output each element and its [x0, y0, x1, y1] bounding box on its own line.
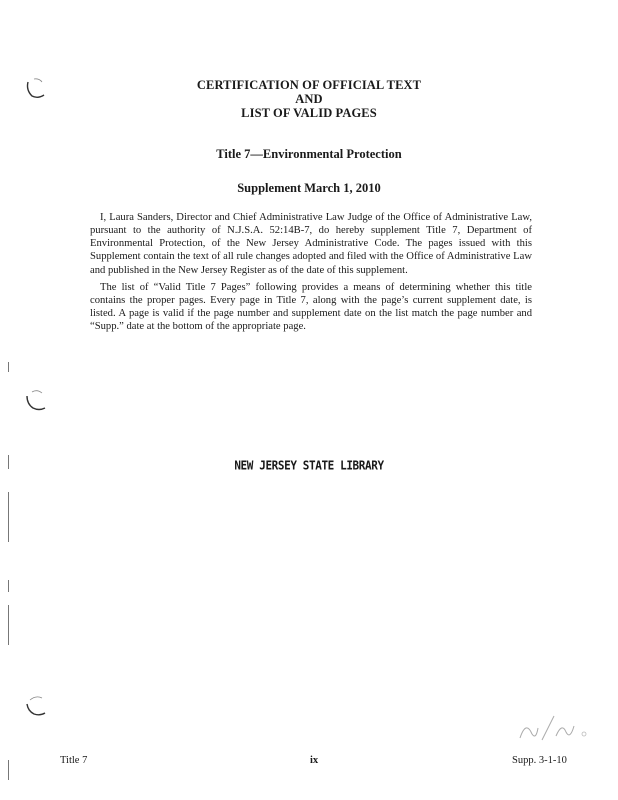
punch-hole-bottom: [24, 694, 48, 718]
title-subject: Title 7—Environmental Protection: [216, 147, 402, 161]
library-stamp: NEW JERSEY STATE LIBRARY: [234, 458, 384, 473]
supplement-date-heading: Supplement March 1, 2010: [237, 181, 381, 195]
document-title-line-3: LIST OF VALID PAGES: [241, 106, 377, 120]
margin-mark: [8, 605, 9, 645]
margin-mark: [8, 362, 9, 372]
document-title-line-2: AND: [295, 92, 323, 106]
margin-mark: [8, 492, 9, 542]
document-title-line-1: CERTIFICATION OF OFFICIAL TEXT: [196, 78, 422, 92]
margin-mark: [8, 760, 9, 780]
supplement-date-footer: Supp. 3-1-10: [512, 755, 567, 766]
certification-paragraph: I, Laura Sanders, Director and Chief Administrative Law Judge of the Office of Administrative Law, pursuant to the authority of N.J.S.A. 52:14B-7, do hereby supplement Title 7, Department of Environmental Protection, of the New Jersey Administrative Code. The pages issued with this Supplement contain the text of all rule changes adopted and filed with the Office of Administrative Law and published in the New Jersey Register as of the date of this supplement.: [90, 211, 532, 276]
margin-mark: [8, 580, 9, 592]
valid-pages-paragraph: The list of “Valid Title 7 Pages” following provides a means of determining whether this title contains the proper pages. Every page in Title 7, along with the page’s current supplement date, is listed. A page is valid if the page number and supplement date on the list match the page number and “Supp.” date at the bottom of the appropriate page.: [90, 281, 532, 333]
handwritten-initials: [512, 710, 602, 746]
page-number: ix: [310, 755, 319, 766]
footer-title: Title 7: [60, 755, 88, 766]
punch-hole-middle: [24, 388, 48, 412]
